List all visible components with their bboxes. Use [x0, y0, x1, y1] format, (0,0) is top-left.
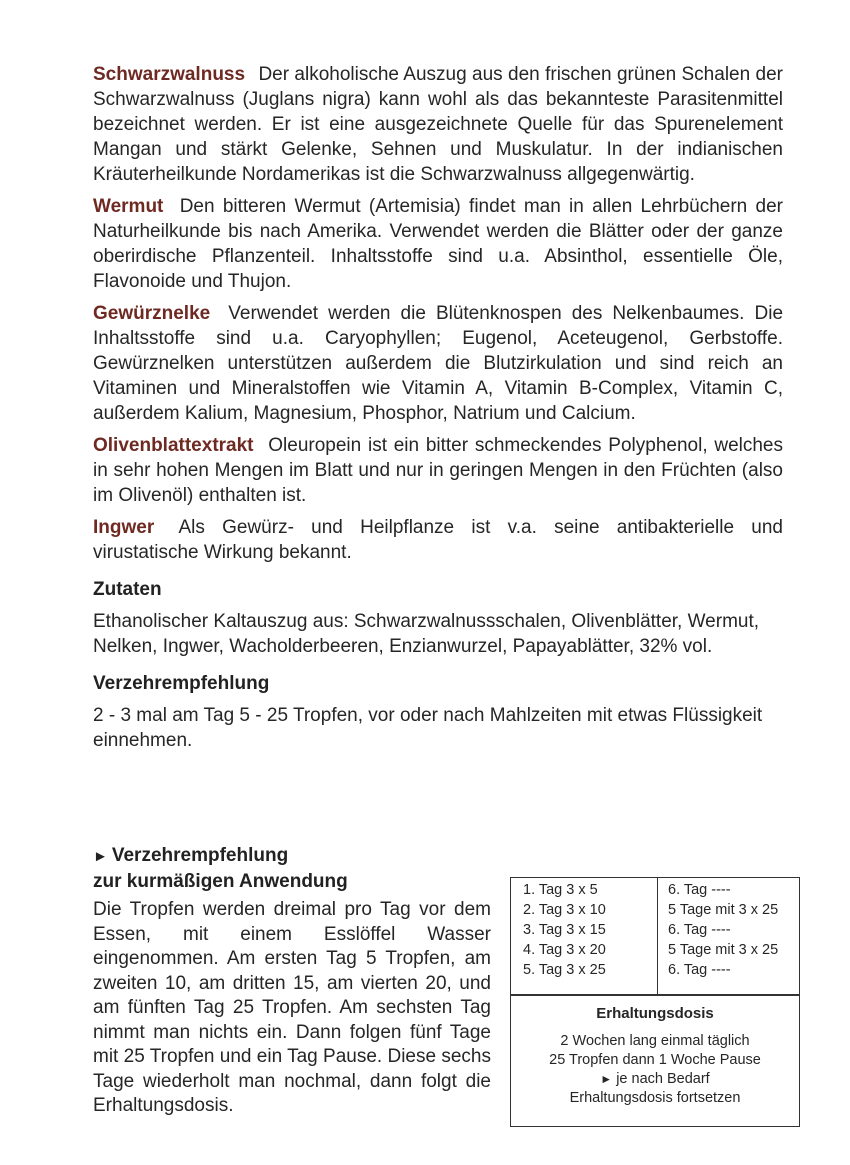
entry-text: Der alkoholische Auszug aus den frischen grünen Schalen der Schwarzwalnuss (Juglans nigra) kann wohl als das bekannteste Parasitenmittel bezeichnet werden. Er ist eine ausgezeichnete Quelle für das Spurenelement Mangan und stärkt Gelenke, Sehnen und Muskulatur. In der indianischen Kräuterheilkunde Nordamerikas ist die Schwarzwalnuss allgegenwärtig.	[93, 64, 784, 185]
dose-table	[510, 877, 800, 1127]
maintenance-line: 2 Wochen lang einmal täglich	[560, 1033, 750, 1049]
triangle-right-icon: ►	[600, 1072, 613, 1086]
kur-heading-line2: zur kurmäßigen Anwendung	[93, 871, 348, 892]
dose-row: 3. Tag 3 x 15	[523, 922, 606, 938]
maintenance-title: Erhaltungsdosis	[596, 1005, 714, 1022]
entry-text: Oleuropein ist ein bitter schmeckendes Polyphenol, welches in sehr hohen Mengen im Blatt und nur in geringen Mengen in den Früchten (also im Olivenöl) enthalten ist.	[93, 435, 784, 506]
dose-row: 4. Tag 3 x 20	[523, 942, 606, 958]
dose-row: 6. Tag ----	[668, 882, 731, 898]
kur-heading-line1: Verzehrempfehlung	[111, 845, 289, 866]
kur-heading	[93, 843, 491, 894]
maintenance-line	[511, 1070, 799, 1089]
maintenance-line: 25 Tropfen dann 1 Woche Pause	[549, 1052, 761, 1068]
maintenance-line-text: je nach Bedarf	[616, 1071, 710, 1087]
entry-ingwer	[93, 515, 783, 565]
dose-row: 5. Tag 3 x 25	[523, 962, 606, 978]
zutaten-heading: Zutaten	[93, 579, 162, 600]
entry-text: Verwendet werden die Blütenknospen des Nelkenbaumes. Die Inhaltsstoffe sind u.a. Caryophyllen; Eugenol, Aceteugenol, Gerbstoffe. Gewürznelken unterstützen außerdem die Blutzirkulation und sind reich an Vitaminen und Mineralstoffen wie Vitamin A, Vitamin B-Complex, Vitamin C, außerdem Kalium, Magnesium, Phosphor, Natrium und Calcium.	[93, 303, 784, 424]
verzehr-text: 2 - 3 mal am Tag 5 - 25 Tropfen, vor oder nach Mahlzeiten mit etwas Flüssigkeit einnehmen.	[93, 705, 763, 751]
verzehr-heading: Verzehrempfehlung	[93, 673, 270, 694]
maintenance-dose	[511, 996, 799, 1108]
dose-row: 5 Tage mit 3 x 25	[668, 902, 779, 918]
entry-text: Als Gewürz- und Heilpflanze ist v.a. seine antibakterielle und virustatische Wirkung bekannt.	[93, 517, 784, 563]
entry-term: Ingwer	[93, 517, 155, 538]
dose-column-right	[658, 878, 778, 994]
dose-row: 5 Tage mit 3 x 25	[668, 942, 779, 958]
entry-term: Schwarzwalnuss	[93, 64, 246, 85]
entry-gewuerznelke	[93, 301, 783, 426]
dose-row: 6. Tag ----	[668, 962, 731, 978]
dose-row: 1. Tag 3 x 5	[523, 882, 598, 898]
kur-text: Die Tropfen werden dreimal pro Tag vor dem Essen, mit einem Esslöffel Wasser eingenommen. Am ersten Tag 5 Tropfen, am zweiten 10, am dritten 15, am vierten 20, und am fünften Tag 25 Tropfen. Am sechsten Tag nimmt man nichts ein. Dann folgen fünf Tage mit 25 Tropfen und ein Tag Pause. Diese sechs Tage wiederholt man nochmal, dann folgt die Erhaltungsdosis.	[93, 899, 491, 1116]
triangle-right-icon: ►	[93, 848, 108, 865]
dose-row: 2. Tag 3 x 10	[523, 902, 606, 918]
document-body	[93, 62, 783, 758]
entry-term: Olivenblattextrakt	[93, 435, 254, 456]
dose-schedule	[511, 878, 799, 996]
entry-wermut	[93, 194, 783, 294]
entry-text: Den bitteren Wermut (Artemisia) findet man in allen Lehrbüchern der Naturheilkunde bis nach Amerika. Verwendet werden die Blätter oder der ganze oberirdische Pflanzenteil. Inhaltsstoffe sind u.a. Absinthol, essentielle Öle, Flavonoide und Thujon.	[93, 196, 783, 292]
entry-olivenblattextrakt	[93, 433, 783, 508]
entry-schwarzwalnuss	[93, 62, 783, 187]
entry-term: Gewürznelke	[93, 303, 211, 324]
zutaten-text: Ethanolischer Kaltauszug aus: Schwarzwalnussschalen, Olivenblätter, Wermut, Nelken, Ingwer, Wacholderbeeren, Enzianwurzel, Papayablätter, 32% vol.	[93, 611, 760, 657]
dose-row: 6. Tag ----	[668, 922, 731, 938]
maintenance-line: Erhaltungsdosis fortsetzen	[569, 1090, 741, 1106]
dose-column-left	[511, 878, 658, 994]
kur-section	[93, 843, 491, 1124]
entry-term: Wermut	[93, 196, 164, 217]
